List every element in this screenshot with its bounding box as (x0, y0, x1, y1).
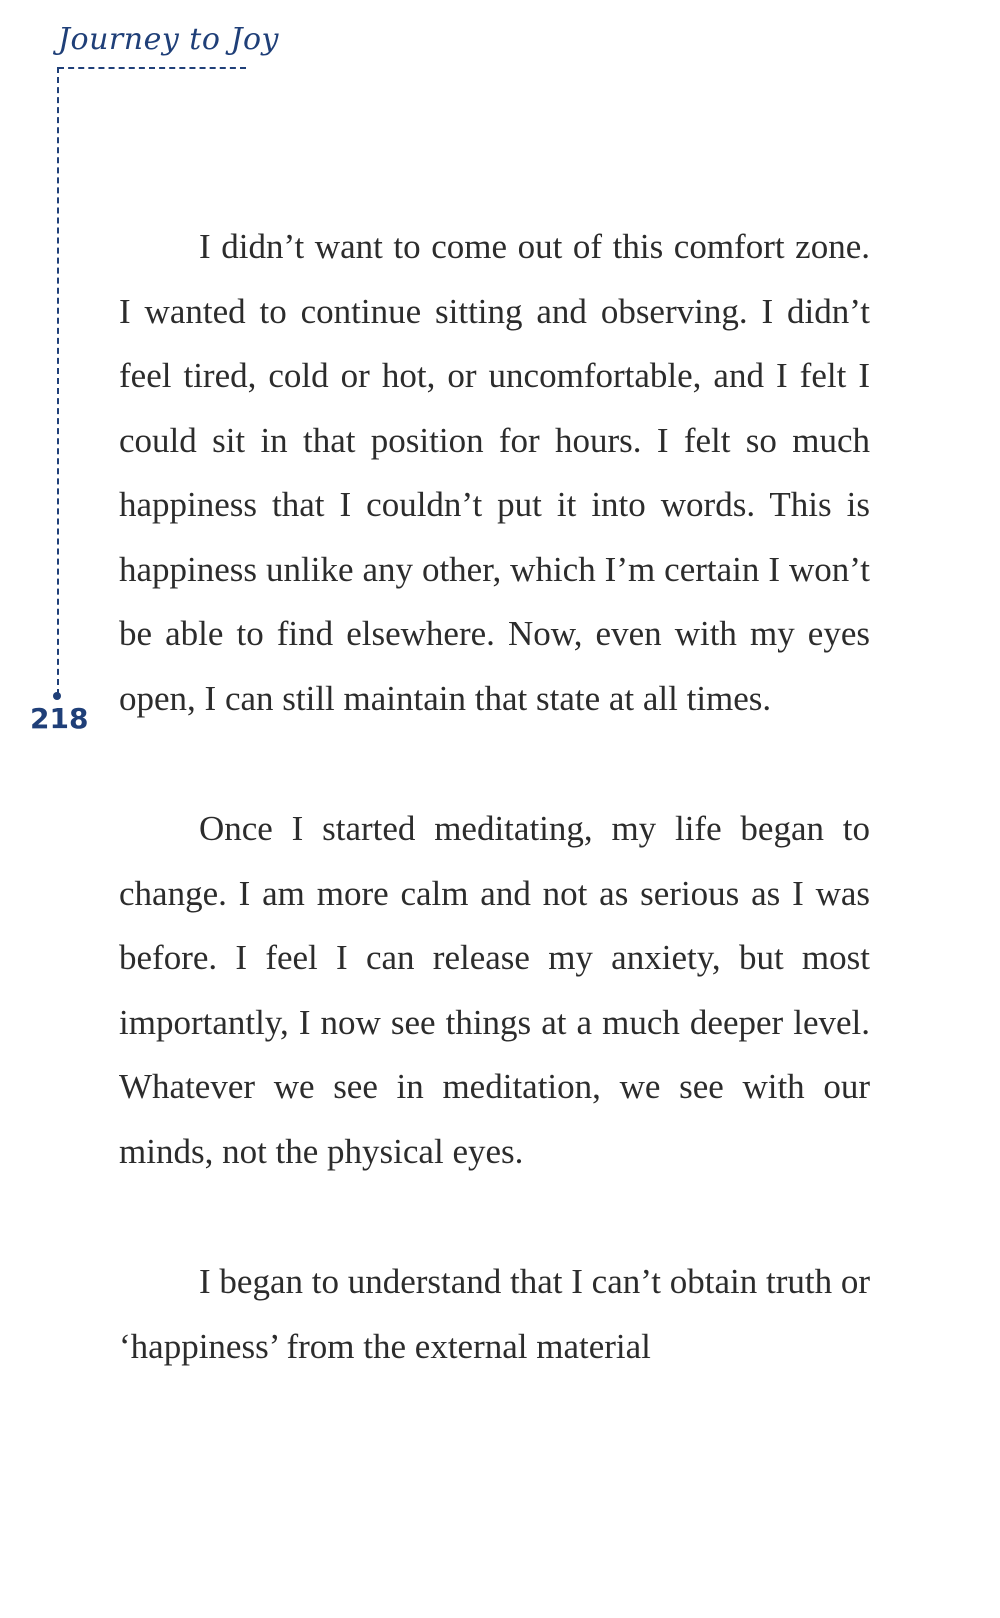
margin-rule-end-dot (53, 692, 61, 700)
body-text (119, 215, 870, 1379)
header-dashed-rule (58, 67, 246, 69)
paragraph: I didn’t want to come out of this comfort zone. I wanted to continue sitting and observing. I didn’t feel tired, cold or hot, or uncomfortable, and I felt I could sit in that position for hours. I felt so much happiness that I couldn’t put it into words. This is happiness unlike any other, which I’m certain I won’t be able to find elsewhere. Now, even with my eyes open, I can still maintain that state at all times. (119, 227, 870, 718)
paragraph: Once I started meditating, my life began to change. I am more calm and not as serious as I was before. I feel I can release my anxiety, but most importantly, I now see things at a much deeper level. Whatever we see in meditation, we see with our minds, not the physical eyes. (119, 809, 870, 1171)
paragraph: I began to understand that I can’t obtain truth or ‘happiness’ from the external material (119, 1262, 870, 1366)
margin-dashed-rule (57, 67, 59, 695)
page-number: 218 (30, 702, 89, 735)
running-title: Journey to Joy (58, 22, 279, 57)
